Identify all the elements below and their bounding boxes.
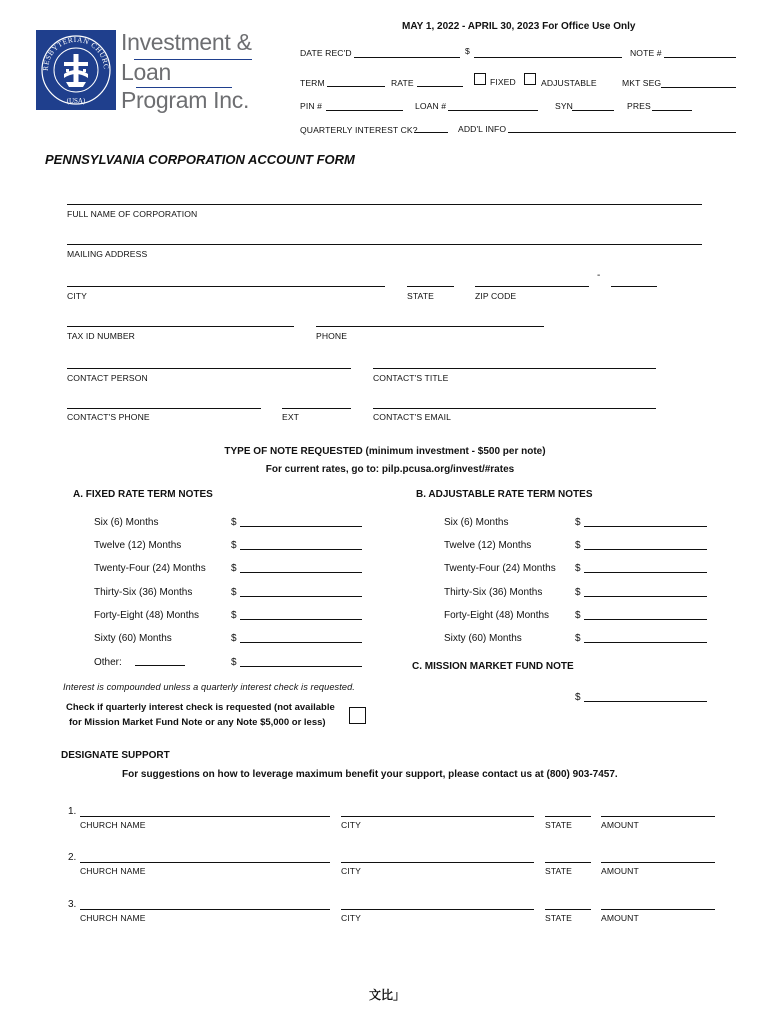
note-number-field[interactable] bbox=[664, 57, 736, 58]
fixed-amount-24-field[interactable] bbox=[240, 572, 362, 573]
support-row-3-state-field[interactable] bbox=[545, 909, 591, 910]
mission-market-heading: C. MISSION MARKET FUND NOTE bbox=[412, 661, 574, 672]
term-label: TERM bbox=[300, 78, 325, 88]
logo-line-program bbox=[121, 88, 249, 112]
note-type-heading: TYPE OF NOTE REQUESTED (minimum investment - $500 per note) bbox=[224, 446, 546, 457]
footer-mark: 文比」 bbox=[369, 988, 406, 1002]
fixed-other-term-field[interactable] bbox=[135, 665, 185, 666]
psusa-seal-logo bbox=[36, 30, 116, 110]
support-row-2-amount-label: AMOUNT bbox=[601, 866, 639, 876]
logo-line-loan bbox=[121, 60, 171, 84]
support-row-2-church-label: CHURCH NAME bbox=[80, 866, 146, 876]
tax-id-field[interactable] bbox=[67, 326, 294, 327]
date-recd-label: DATE REC'D bbox=[300, 48, 352, 58]
fixed-term-other: Other: bbox=[94, 657, 122, 668]
office-amount-field[interactable] bbox=[474, 57, 622, 58]
pin-label: PIN # bbox=[300, 101, 322, 111]
loan-field[interactable] bbox=[448, 110, 538, 111]
adjustable-term-60: Sixty (60) Months bbox=[444, 633, 522, 644]
adjustable-rate-heading: B. ADJUSTABLE RATE TERM NOTES bbox=[416, 489, 593, 500]
fixed-dollar-36: $ bbox=[231, 587, 237, 598]
logo-line-investment bbox=[121, 30, 252, 54]
adjustable-amount-24-field[interactable] bbox=[584, 572, 707, 573]
adjustable-dollar-36: $ bbox=[575, 587, 581, 598]
fixed-amount-60-field[interactable] bbox=[240, 642, 362, 643]
support-row-3-church-field[interactable] bbox=[80, 909, 330, 910]
adjustable-term-48: Forty-Eight (48) Months bbox=[444, 610, 550, 621]
loan-label: LOAN # bbox=[415, 101, 447, 111]
logo-text-2: Loan bbox=[121, 59, 171, 85]
fixed-checkbox[interactable] bbox=[474, 73, 486, 85]
support-row-1-church-label: CHURCH NAME bbox=[80, 820, 146, 830]
adjustable-dollar-12: $ bbox=[575, 540, 581, 551]
designate-support-heading: DESIGNATE SUPPORT bbox=[61, 750, 170, 761]
support-row-1-number: 1. bbox=[68, 806, 77, 817]
fixed-term-48: Forty-Eight (48) Months bbox=[94, 610, 200, 621]
fixed-term-24: Twenty-Four (24) Months bbox=[94, 563, 206, 574]
adjustable-dollar-6: $ bbox=[575, 517, 581, 528]
zip-dash: - bbox=[597, 270, 601, 281]
logo-text-3: Program Inc. bbox=[121, 87, 250, 113]
syn-field[interactable] bbox=[572, 110, 614, 111]
fixed-dollar-60: $ bbox=[231, 633, 237, 644]
fixed-term-12: Twelve (12) Months bbox=[94, 540, 182, 551]
contact-phone-field[interactable] bbox=[67, 408, 261, 409]
fiscal-period-label: MAY 1, 2022 - APRIL 30, 2023 For Office Use Only bbox=[402, 21, 636, 32]
mailing-address-field[interactable] bbox=[67, 244, 702, 245]
seal-icon bbox=[36, 30, 116, 110]
fixed-rate-heading: A. FIXED RATE TERM NOTES bbox=[73, 489, 213, 500]
tax-id-label: TAX ID NUMBER bbox=[67, 331, 135, 341]
pres-field[interactable] bbox=[652, 110, 692, 111]
support-row-3-city-field[interactable] bbox=[341, 909, 534, 910]
fixed-amount-36-field[interactable] bbox=[240, 596, 362, 597]
pin-field[interactable] bbox=[326, 110, 403, 111]
support-row-1-city-label: CITY bbox=[341, 820, 361, 830]
support-row-1-state-label: STATE bbox=[545, 820, 572, 830]
adjustable-term-24: Twenty-Four (24) Months bbox=[444, 563, 556, 574]
zip-label: ZIP CODE bbox=[475, 291, 517, 301]
support-row-2-state-field[interactable] bbox=[545, 862, 591, 863]
rate-field[interactable] bbox=[417, 86, 463, 87]
amount-dollar-label: $ bbox=[465, 46, 470, 56]
contact-email-label: CONTACT'S EMAIL bbox=[373, 412, 451, 422]
adjustable-label: ADJUSTABLE bbox=[541, 78, 597, 88]
ext-label: EXT bbox=[282, 412, 300, 422]
phone-field[interactable] bbox=[316, 326, 544, 327]
contact-person-field[interactable] bbox=[67, 368, 351, 369]
quarterly-request-line1: Check if quarterly interest check is requested (not available bbox=[66, 702, 335, 713]
support-row-2-number: 2. bbox=[68, 852, 77, 863]
fixed-dollar-12: $ bbox=[231, 540, 237, 551]
mission-amount-field[interactable] bbox=[584, 701, 707, 702]
zip-extension-field[interactable] bbox=[611, 286, 657, 287]
seal-text-bottom: (USA) bbox=[66, 97, 86, 105]
support-row-3-amount-label: AMOUNT bbox=[601, 913, 639, 923]
pres-label: PRES bbox=[627, 101, 651, 111]
compound-interest-note: Interest is compounded unless a quarterly interest check is requested. bbox=[63, 682, 355, 692]
full-name-label: FULL NAME OF CORPORATION bbox=[67, 209, 198, 219]
addl-info-label: ADD'L INFO bbox=[458, 124, 507, 134]
form-title: PENNSYLVANIA CORPORATION ACCOUNT FORM bbox=[45, 152, 355, 167]
adjustable-checkbox[interactable] bbox=[524, 73, 536, 85]
mkt-seg-label: MKT SEG bbox=[622, 78, 662, 88]
adjustable-amount-48-field[interactable] bbox=[584, 619, 707, 620]
fixed-dollar-other: $ bbox=[231, 657, 237, 668]
fixed-label: FIXED bbox=[490, 77, 516, 87]
fixed-dollar-24: $ bbox=[231, 563, 237, 574]
state-label: STATE bbox=[407, 291, 434, 301]
contact-person-label: CONTACT PERSON bbox=[67, 373, 148, 383]
adjustable-dollar-60: $ bbox=[575, 633, 581, 644]
logo-text-1: Investment & bbox=[121, 29, 252, 55]
support-row-3-city-label: CITY bbox=[341, 913, 361, 923]
support-row-1-amount-label: AMOUNT bbox=[601, 820, 639, 830]
adjustable-amount-6-field[interactable] bbox=[584, 526, 707, 527]
adjustable-term-12: Twelve (12) Months bbox=[444, 540, 532, 551]
support-row-1-state-field[interactable] bbox=[545, 816, 591, 817]
adjustable-amount-12-field[interactable] bbox=[584, 549, 707, 550]
date-recd-field[interactable] bbox=[354, 57, 460, 58]
addl-info-field[interactable] bbox=[508, 132, 736, 133]
fixed-term-60: Sixty (60) Months bbox=[94, 633, 172, 644]
support-row-2-church-field[interactable] bbox=[80, 862, 330, 863]
quarterly-ck-label: QUARTERLY INTEREST CK? bbox=[300, 125, 418, 135]
contact-title-field[interactable] bbox=[373, 368, 656, 369]
term-field[interactable] bbox=[327, 86, 385, 87]
note-number-label: NOTE # bbox=[630, 48, 662, 58]
fixed-dollar-6: $ bbox=[231, 517, 237, 528]
adjustable-term-6: Six (6) Months bbox=[444, 517, 509, 528]
ext-field[interactable] bbox=[282, 408, 351, 409]
adjustable-dollar-48: $ bbox=[575, 610, 581, 621]
current-rates-link[interactable]: For current rates, go to: pilp.pcusa.org/invest/#rates bbox=[265, 464, 515, 475]
fixed-term-36: Thirty-Six (36) Months bbox=[94, 587, 193, 598]
seal-text-top: RESBYTERIAN CHURC bbox=[40, 34, 112, 72]
zip-field[interactable] bbox=[475, 286, 589, 287]
contact-title-label: CONTACT'S TITLE bbox=[373, 373, 449, 383]
adjustable-amount-36-field[interactable] bbox=[584, 596, 707, 597]
support-row-3-church-label: CHURCH NAME bbox=[80, 913, 146, 923]
fixed-amount-48-field[interactable] bbox=[240, 619, 362, 620]
support-row-2-amount-field[interactable] bbox=[601, 862, 715, 863]
fixed-amount-6-field[interactable] bbox=[240, 526, 362, 527]
city-field[interactable] bbox=[67, 286, 385, 287]
rate-label: RATE bbox=[391, 78, 414, 88]
mission-dollar: $ bbox=[575, 692, 581, 703]
contact-email-field[interactable] bbox=[373, 408, 656, 409]
phone-label: PHONE bbox=[316, 331, 348, 341]
fixed-amount-other-field[interactable] bbox=[240, 666, 362, 667]
support-row-2-city-field[interactable] bbox=[341, 862, 534, 863]
support-row-1-church-field[interactable] bbox=[80, 816, 330, 817]
adjustable-dollar-24: $ bbox=[575, 563, 581, 574]
support-row-2-city-label: CITY bbox=[341, 866, 361, 876]
adjustable-term-36: Thirty-Six (36) Months bbox=[444, 587, 543, 598]
quarterly-ck-field[interactable] bbox=[414, 132, 448, 133]
mkt-seg-field[interactable] bbox=[661, 87, 736, 88]
state-field[interactable] bbox=[407, 286, 454, 287]
support-row-3-number: 3. bbox=[68, 899, 77, 910]
support-row-1-amount-field[interactable] bbox=[601, 816, 715, 817]
support-row-2-state-label: STATE bbox=[545, 866, 572, 876]
fixed-amount-12-field[interactable] bbox=[240, 549, 362, 550]
support-row-3-state-label: STATE bbox=[545, 913, 572, 923]
syn-label: SYN bbox=[555, 101, 573, 111]
adjustable-amount-60-field[interactable] bbox=[584, 642, 707, 643]
support-row-1-city-field[interactable] bbox=[341, 816, 534, 817]
full-name-field[interactable] bbox=[67, 204, 702, 205]
support-suggestion-text: For suggestions on how to leverage maximum benefit your support, please contact us at (800) 903-7457. bbox=[122, 769, 618, 780]
mailing-address-label: MAILING ADDRESS bbox=[67, 249, 148, 259]
fixed-term-6: Six (6) Months bbox=[94, 517, 159, 528]
city-label: CITY bbox=[67, 291, 87, 301]
fixed-dollar-48: $ bbox=[231, 610, 237, 621]
support-row-3-amount-field[interactable] bbox=[601, 909, 715, 910]
quarterly-interest-checkbox[interactable] bbox=[349, 707, 366, 724]
quarterly-request-line2: for Mission Market Fund Note or any Note $5,000 or less) bbox=[69, 717, 326, 728]
contact-phone-label: CONTACT'S PHONE bbox=[67, 412, 150, 422]
